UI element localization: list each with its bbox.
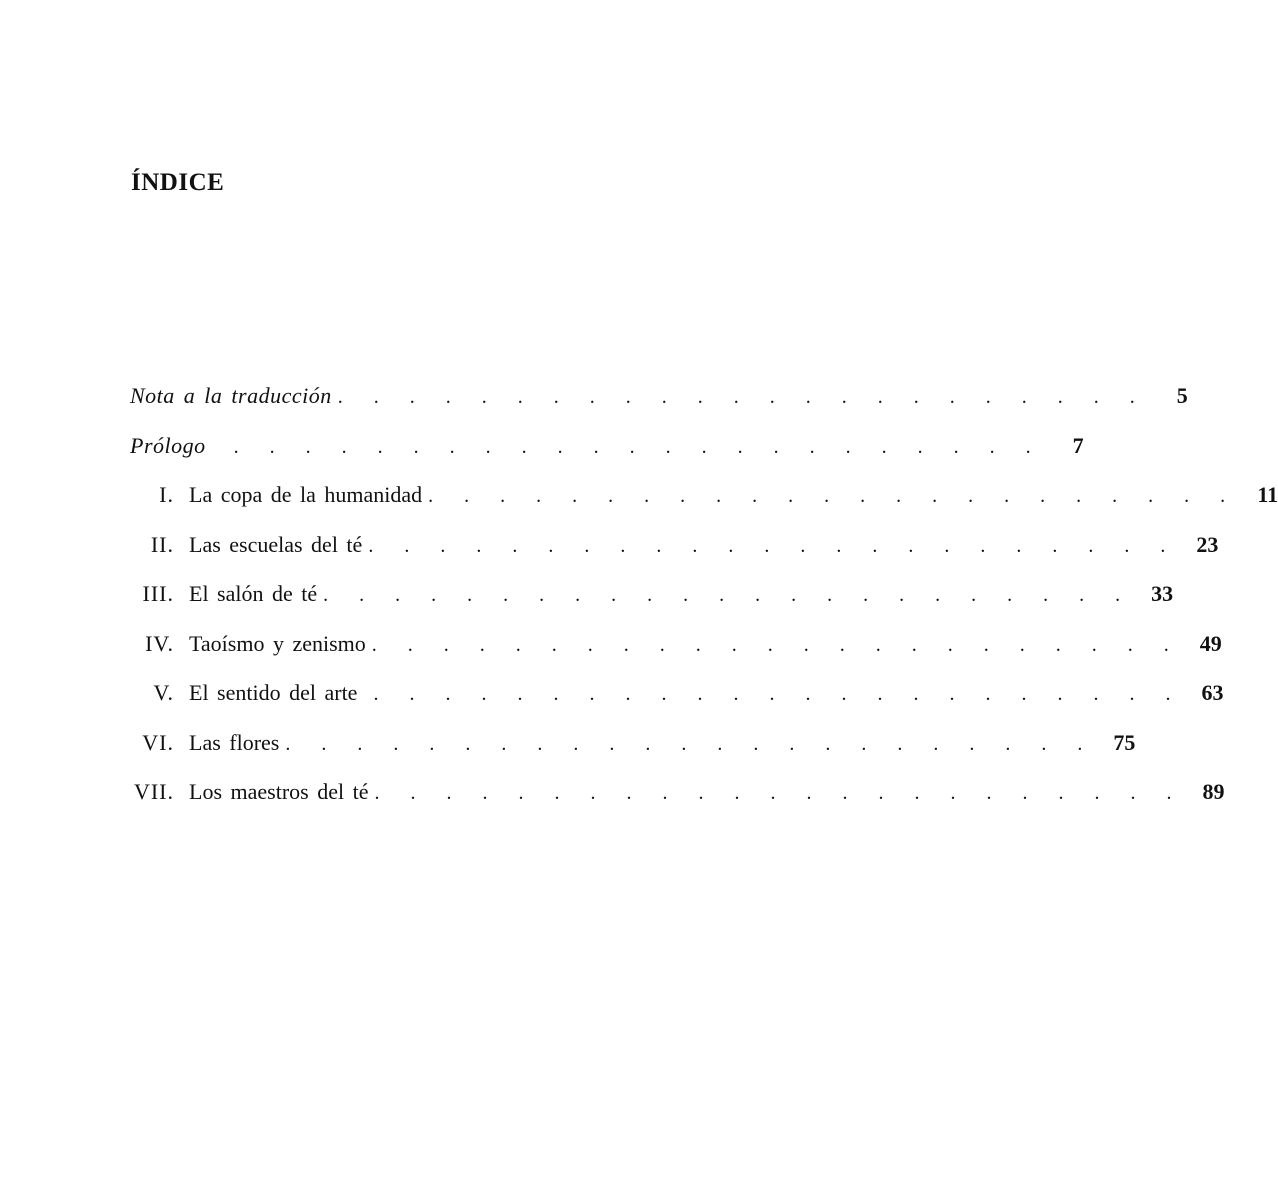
toc-leader-dots: . . . . . . . . . . . . . . . . . . . . . . . (323, 584, 1134, 606)
toc-entry-number: I. (159, 482, 174, 507)
toc-entry-title: Las escuelas del té (189, 531, 363, 557)
toc-entry-title: Las flores (189, 729, 280, 755)
toc-entry-page: 11 (1257, 482, 1278, 507)
toc-entry-number: VII. (133, 779, 174, 804)
toc-entry-title: Taoísmo y zenismo (189, 630, 366, 656)
toc-entry-chapter-6[interactable] (130, 725, 1136, 775)
toc-leader-dots: . . . . . . . . . . . . . . . . . . . . . . . (233, 435, 1044, 458)
toc-entry-chapter-2[interactable] (130, 527, 1219, 577)
toc-leader-dots: . . . . . . . . . . . . . . . . . . . . . . . (374, 782, 1185, 804)
toc-entry-number: V. (153, 680, 174, 705)
toc-leader-dots: . . . . . . . . . . . . . . . . . . . . . . . (337, 386, 1148, 408)
toc-entry-page: 23 (1196, 531, 1219, 557)
toc-leader-dots: . . . . . . . . . . . . . . . . . . . . . . . (428, 485, 1239, 507)
toc-entry-page: 75 (1113, 729, 1136, 755)
toc-entry-number: IV. (145, 630, 174, 656)
toc-entry-number: VI. (142, 729, 174, 755)
toc-entry-title: La copa de la humanidad (189, 482, 423, 507)
toc-entry-prologo[interactable] (130, 428, 1084, 478)
toc-leader-dots: . . . . . . . . . . . . . . . . . . . . . . . (285, 732, 1096, 755)
toc-entry-chapter-3[interactable] (130, 576, 1174, 626)
toc-entry-title: El sentido del arte (189, 680, 358, 705)
toc-entry-page: 63 (1201, 680, 1224, 705)
toc-entry-number: III. (142, 581, 174, 606)
toc-leader-dots: . . . . . . . . . . . . . . . . . . . . . . . (368, 534, 1179, 557)
toc-entry-title: El salón de té (189, 581, 318, 606)
toc-entry-page: 33 (1151, 581, 1174, 606)
toc-entry-chapter-7[interactable] (130, 774, 1225, 824)
toc-entry-page: 49 (1199, 630, 1222, 656)
table-of-contents (130, 378, 1278, 824)
toc-entry-title: Nota a la traducción (130, 383, 332, 408)
toc-leader-dots: . . . . . . . . . . . . . . . . . . . . . . . (373, 683, 1184, 705)
toc-entry-page: 5 (1176, 383, 1188, 408)
toc-entry-nota[interactable] (130, 378, 1188, 428)
toc-entry-chapter-1[interactable] (130, 477, 1278, 527)
toc-entry-page: 7 (1072, 432, 1084, 458)
toc-entry-chapter-5[interactable] (130, 675, 1224, 725)
toc-entry-chapter-4[interactable] (130, 626, 1222, 676)
toc-entry-page: 89 (1202, 779, 1225, 804)
toc-entry-number: II. (150, 531, 174, 557)
toc-leader-dots: . . . . . . . . . . . . . . . . . . . . . . . (371, 633, 1182, 656)
toc-entry-title: Prólogo (130, 432, 206, 458)
toc-entry-title: Los maestros del té (189, 779, 369, 804)
page-title: ÍNDICE (131, 169, 225, 196)
